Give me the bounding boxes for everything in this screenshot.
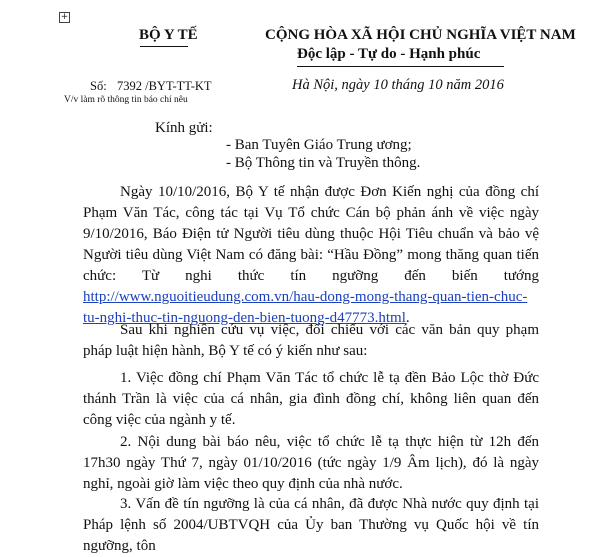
recipient-item: - Bộ Thông tin và Truyền thông. <box>226 155 421 171</box>
document-date: Hà Nội, ngày 10 tháng 10 năm 2016 <box>292 77 504 93</box>
nation-title: CỘNG HÒA XÃ HỘI CHỦ NGHĨA VIỆT NAM <box>265 27 576 43</box>
document-number <box>90 79 212 94</box>
body-paragraph-3: 1. Việc đồng chí Phạm Văn Tác tổ chức lễ tạ đền Bảo Lộc thờ Đức thánh Trần là việc của cá nhân, gia đình đồng chí, không liên quan đến công việc của ngành y tế. <box>83 370 539 428</box>
move-handle-icon[interactable]: + <box>60 12 69 22</box>
recipient-item: - Ban Tuyên Giáo Trung ương; <box>226 137 412 153</box>
motto: Độc lập - Tự do - Hạnh phúc <box>297 46 481 62</box>
paragraph-end: . <box>405 310 410 326</box>
document-number-value: 7392 /BYT-TT-KT <box>117 79 212 93</box>
paragraph-text: Ngày 10/10/2016, Bộ Y tế nhận được Đơn Kiến nghị của đồng chí Phạm Văn Tác, công tác tại Vụ Tổ chức Cán bộ phản ánh về việc ngày 9/10/2016, Báo Điện tử Người tiêu dùng thuộc Hội Tiêu chuẩn và bảo vệ Người tiêu dùng Việt Nam có đăng bài: “Hầu Đồng” mong thăng quan tiến chức: Từ nghi thức tín ngưỡng đến biến tướng <box>83 184 539 284</box>
article-link[interactable]: http://www.nguoitieudung.com.vn/hau-dong-mong-thang-quan-tien-chuc-tu-nghi-thuc-tin-nguong-den-bien-tuong-d47773.html <box>83 289 528 326</box>
organization-name: BỘ Y TẾ <box>139 27 198 43</box>
body-paragraph-1 <box>83 182 539 329</box>
document-subject: V/v làm rõ thông tin báo chí nêu <box>64 95 188 105</box>
body-paragraph-5: 3. Vấn đề tín ngưỡng là của cá nhân, đã được Nhà nước quy định tại Pháp lệnh số 2004/UBTVQH của Ủy ban Thường vụ Quốc hội về tín ngưỡng, tôn <box>83 496 539 554</box>
body-paragraph-2: Sau khi nghiên cứu vụ việc, đối chiếu với các văn bản quy phạm pháp luật hiện hành, Bộ Y tế có ý kiến như sau: <box>83 322 539 359</box>
document-number-label: Số: <box>90 79 107 93</box>
body-paragraph-4: 2. Nội dung bài báo nêu, việc tổ chức lễ tạ thực hiện từ 12h đến 17h30 ngày Thứ 7, ngày 01/10/2016 (tức ngày 1/9 Âm lịch), đó là ngày nghỉ, ngoài giờ làm việc theo quy định của nhà nước. <box>83 434 539 492</box>
recipient-greeting: Kính gửi: <box>155 120 213 136</box>
motto-underline <box>297 66 504 67</box>
organization-underline <box>140 46 188 47</box>
